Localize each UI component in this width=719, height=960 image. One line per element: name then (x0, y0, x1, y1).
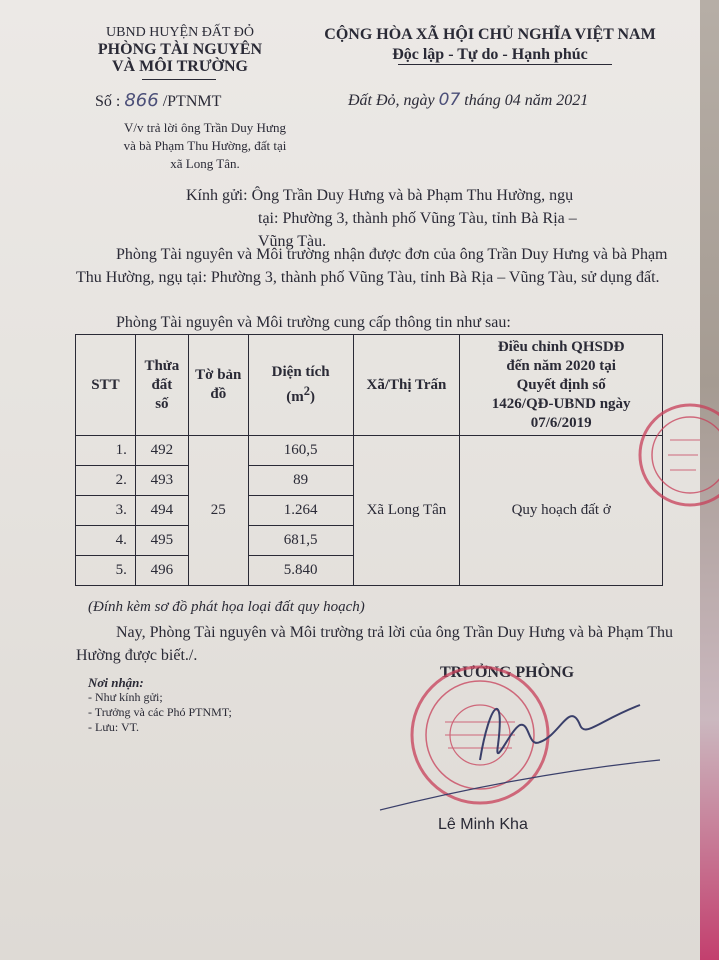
subject-line3: xã Long Tân. (170, 156, 240, 171)
addressee-line1: Kính gửi: Ông Trần Duy Hưng và bà Phạm Thu Hường, ngụ (186, 187, 574, 204)
number-suffix: /PTNMT (158, 93, 222, 110)
header-dt-open: (m (286, 389, 304, 405)
header-dc-line1: Điều chỉnh QHSDĐ (497, 338, 625, 355)
header-thua-line2: đất (151, 376, 173, 393)
header-dc-line4: 1426/QĐ-UBND ngày (491, 395, 631, 412)
addressee-line3: Vũng Tàu. (258, 233, 327, 250)
header-thua-line3: số (155, 395, 169, 412)
body-paragraph-2: Phòng Tài nguyên và Môi trường cung cấp thông tin như sau: (116, 314, 511, 331)
subject-line2: và bà Phạm Thu Hường, đất tại (123, 138, 287, 153)
cell-thua: 495 (135, 526, 188, 556)
cell-stt: 3. (76, 496, 136, 526)
cell-dien-tich: 160,5 (248, 436, 353, 466)
margin-stamp-icon (640, 405, 719, 505)
signature-icon (480, 705, 640, 760)
cell-thua: 493 (135, 466, 188, 496)
header-to-line2: đồ (210, 386, 227, 402)
header-dt-line1: Diện tích (271, 364, 330, 380)
cell-to-ban-do: 25 (188, 436, 248, 586)
header-dt-sup: 2 (303, 384, 310, 398)
cell-dien-tich: 681,5 (248, 526, 353, 556)
header-xa: Xã/Thị Trấn (353, 335, 460, 436)
addressee-line2: tại: Phường 3, thành phố Vũng Tàu, tỉnh Bà Rịa – (258, 210, 577, 227)
attachment-note: (Đính kèm sơ đồ phát họa loại đất quy hoạch) (88, 599, 365, 615)
cell-dien-tich: 89 (248, 466, 353, 496)
number-prefix: Số : (95, 93, 125, 110)
recipient-item: - Trưởng và các Phó PTNMT; (88, 705, 232, 719)
date-prefix: Đất Đỏ, ngày (348, 92, 439, 109)
body-paragraph-3: Nay, Phòng Tài nguyên và Môi trường trả lời của ông Trần Duy Hưng và bà Phạm Thu Hường được biết./. (76, 624, 674, 664)
cell-stt: 4. (76, 526, 136, 556)
cell-dien-tich: 1.264 (248, 496, 353, 526)
signer-position: TRƯỞNG PHÒNG (440, 664, 575, 681)
signature-underline-icon (380, 760, 660, 810)
nation-line2: Độc lập - Tự do - Hạnh phúc (392, 46, 588, 63)
header-to-line1: Tờ bản (195, 367, 242, 383)
cell-quy-hoach: Quy hoạch đất ở (460, 436, 663, 586)
cell-dien-tich: 5.840 (248, 556, 353, 586)
date-suffix: tháng 04 năm 2021 (460, 92, 589, 109)
header-thua-line1: Thửa (144, 357, 180, 374)
cell-thua: 494 (135, 496, 188, 526)
body-paragraph-1: Phòng Tài nguyên và Môi trường nhận được đơn của ông Trần Duy Hưng và bà Phạm Thu Hường, ngụ tại: Phường 3, thành phố Vũng Tàu, tỉnh Bà Rịa – Vũng Tàu, sử dụng đất. (76, 246, 668, 286)
header-dt-close: ) (310, 389, 315, 405)
subject-line1: V/v trả lời ông Trần Duy Hưng (124, 120, 286, 135)
cell-thua: 496 (135, 556, 188, 586)
date-day-handwritten: 07 (438, 90, 461, 110)
cell-stt: 1. (76, 436, 136, 466)
cell-stt: 2. (76, 466, 136, 496)
number-handwritten: 866 (124, 90, 159, 111)
cell-xa: Xã Long Tân (353, 436, 460, 586)
nation-line1: CỘNG HÒA XÃ HỘI CHỦ NGHĨA VIỆT NAM (324, 26, 656, 43)
cell-thua: 492 (135, 436, 188, 466)
red-stamp-icon (412, 667, 548, 803)
header-dc-line2: đến năm 2020 tại (506, 357, 616, 374)
header-stt: STT (76, 335, 136, 436)
recipient-item: - Như kính gửi; (88, 690, 163, 704)
signer-name: Lê Minh Kha (438, 816, 528, 833)
cell-stt: 5. (76, 556, 136, 586)
recipient-item: - Lưu: VT. (88, 720, 140, 734)
header-dc-line3: Quyết định số (516, 376, 606, 393)
agency-line2: PHÒNG TÀI NGUYÊN (97, 41, 263, 58)
agency-line3: VÀ MÔI TRƯỜNG (112, 58, 248, 75)
agency-line1: UBND HUYỆN ĐẤT ĐỎ (106, 25, 254, 40)
header-dc-line5: 07/6/2019 (530, 414, 592, 431)
recipients-title: Nơi nhận: (88, 675, 144, 690)
